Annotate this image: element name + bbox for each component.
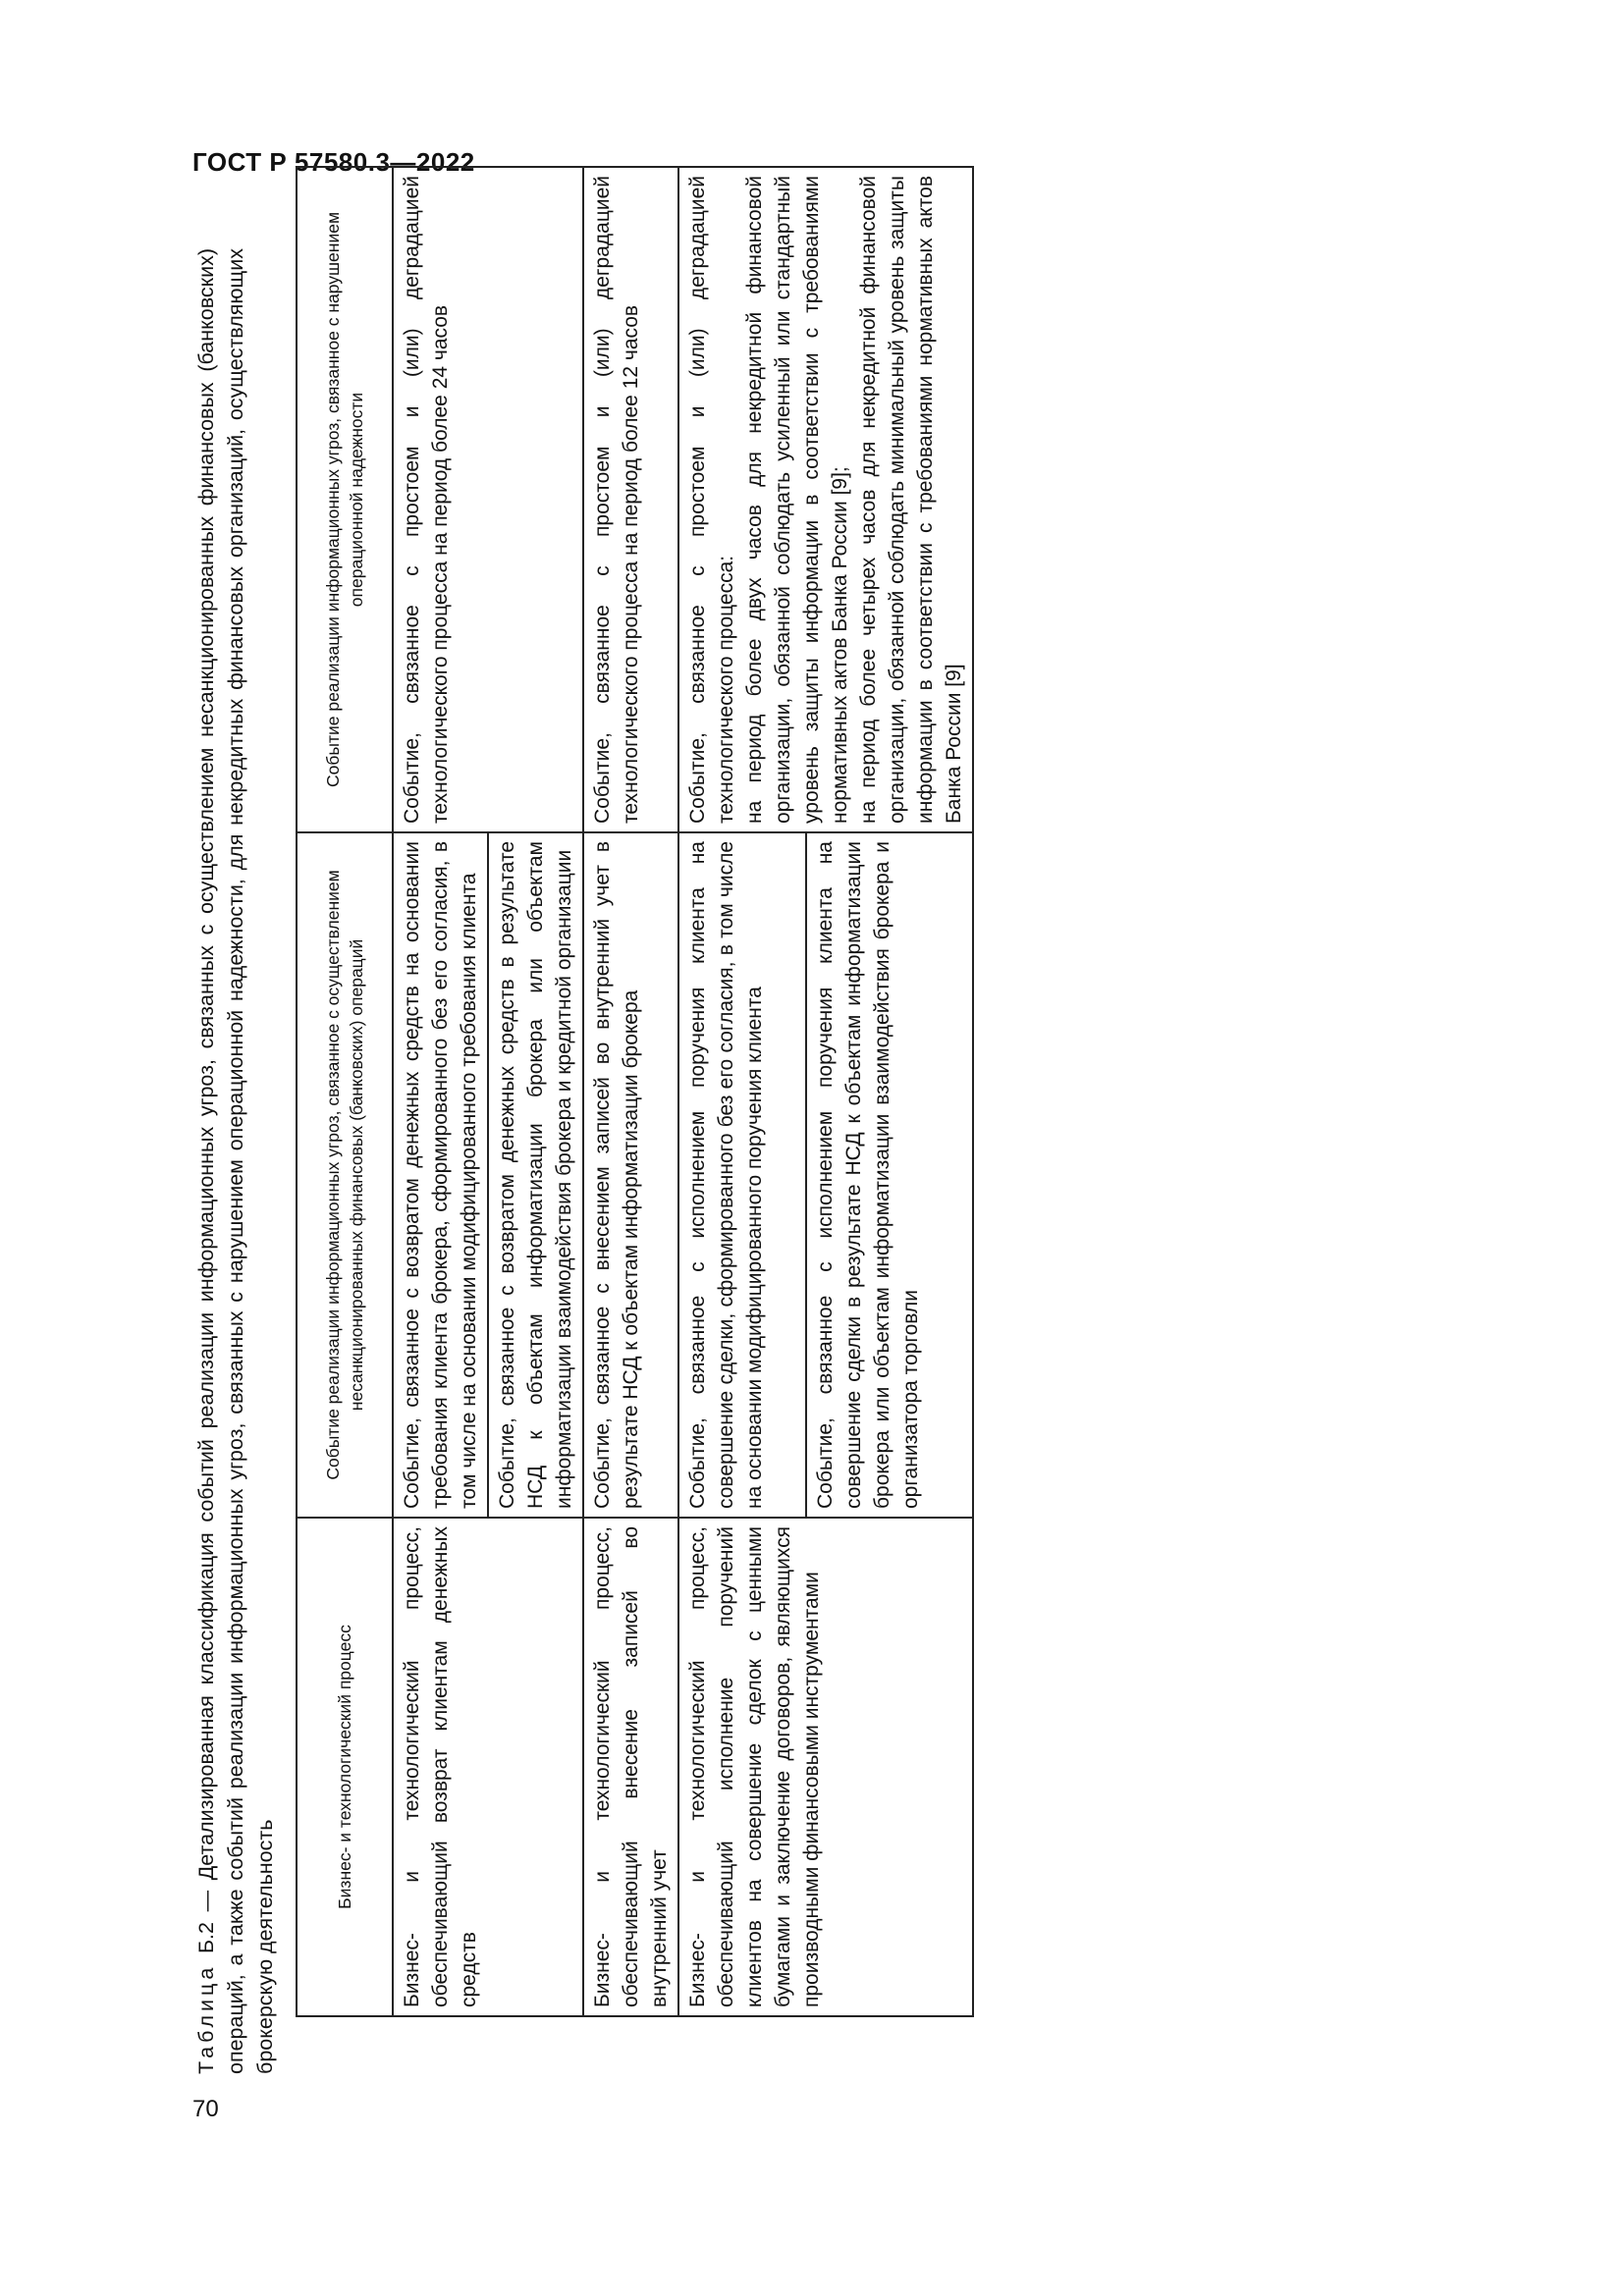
- header-process: Бизнес- и технологический процесс: [297, 1518, 393, 2016]
- event-cell: Событие, связанное с возвратом денежных средств на основании требования клиента брокера, сформированного без его согласия, в том числе на основании модифицированного требования клиента: [393, 832, 488, 1518]
- table-header-row: [297, 167, 393, 2016]
- reliability-line: на период более четырех часов для некредитной финансовой организации, обязанной соблюдать минимальный уровень защиты информации в соответствии с требованиями нормативных актов Банка России [9]: [857, 176, 965, 824]
- classification-table: [296, 166, 974, 2017]
- process-cell: Бизнес- и технологический процесс, обеспечивающий исполнение поручений клиентов на совершение сделок с ценными бумагами и заключение договоров, являющихся производными финансовыми инструментами: [678, 1518, 973, 2016]
- header-unauthorized-event: Событие реализации информационных угроз, связанное с осуществлением несанкционированных финансовых (банковских) операций: [297, 832, 393, 1518]
- reliability-line: на период более двух часов для некредитной финансовой организации, обязанной соблюдать усиленный или стандартный уровень защиты информации в соответствии с требованиями нормативных актов Банка России [9];: [743, 176, 851, 824]
- table-row: [583, 167, 678, 2016]
- table-row: [678, 167, 806, 2016]
- event-cell: Событие, связанное с исполнением поручения клиента на совершение сделки, сформированного без его согласия, в том числе на основании модифицированного поручения клиента: [678, 832, 806, 1518]
- event-cell: Событие, связанное с внесением записей во внутренний учет в результате НСД к объектам информатизации брокера: [583, 832, 678, 1518]
- event-cell: Событие, связанное с возвратом денежных средств в результате НСД к объектам информатизации брокера или объектам информатизации взаимодействия брокера и кредитной организации: [488, 832, 583, 1518]
- process-cell: Бизнес- и технологический процесс, обеспечивающий возврат клиентам денежных средств: [393, 1518, 583, 2016]
- page-number: 70: [192, 2096, 219, 2122]
- caption-label: Таблица: [194, 1963, 218, 2074]
- header-reliability-event: Событие реализации информационных угроз, связанное с нарушением операционной надежности: [297, 167, 393, 832]
- table-caption: [191, 248, 280, 2074]
- reliability-cell: Событие, связанное с простоем и (или) деградацией технологического процесса на период более 24 часов: [393, 167, 583, 832]
- caption-text: Б.2 — Детализированная классификация событий реализации информационных угроз, связанных с осуществлением несанкционированных финансовых (банковских) операций, а также событий реализации информационных угроз, связанных с нарушением операционной надежности, для некредитных финансовых организаций, осуществляющих брокерскую деятельность: [194, 248, 277, 2074]
- rotated-table-block: [191, 176, 1154, 2076]
- table-row: [393, 167, 488, 2016]
- reliability-line: Событие, связанное с простоем и (или) деградацией технологического процесса:: [686, 176, 737, 824]
- document-code-header: ГОСТ Р 57580.3—2022: [192, 147, 475, 177]
- reliability-cell: [678, 167, 973, 832]
- event-cell: Событие, связанное с исполнением поручения клиента на совершение сделки в результате НСД к объектам информатизации брокера или объектам информатизации взаимодействия брокера и организатора торговли: [806, 832, 973, 1518]
- process-cell: Бизнес- и технологический процесс, обеспечивающий внесение записей во внутренний учет: [583, 1518, 678, 2016]
- reliability-cell: Событие, связанное с простоем и (или) деградацией технологического процесса на период более 12 часов: [583, 167, 678, 832]
